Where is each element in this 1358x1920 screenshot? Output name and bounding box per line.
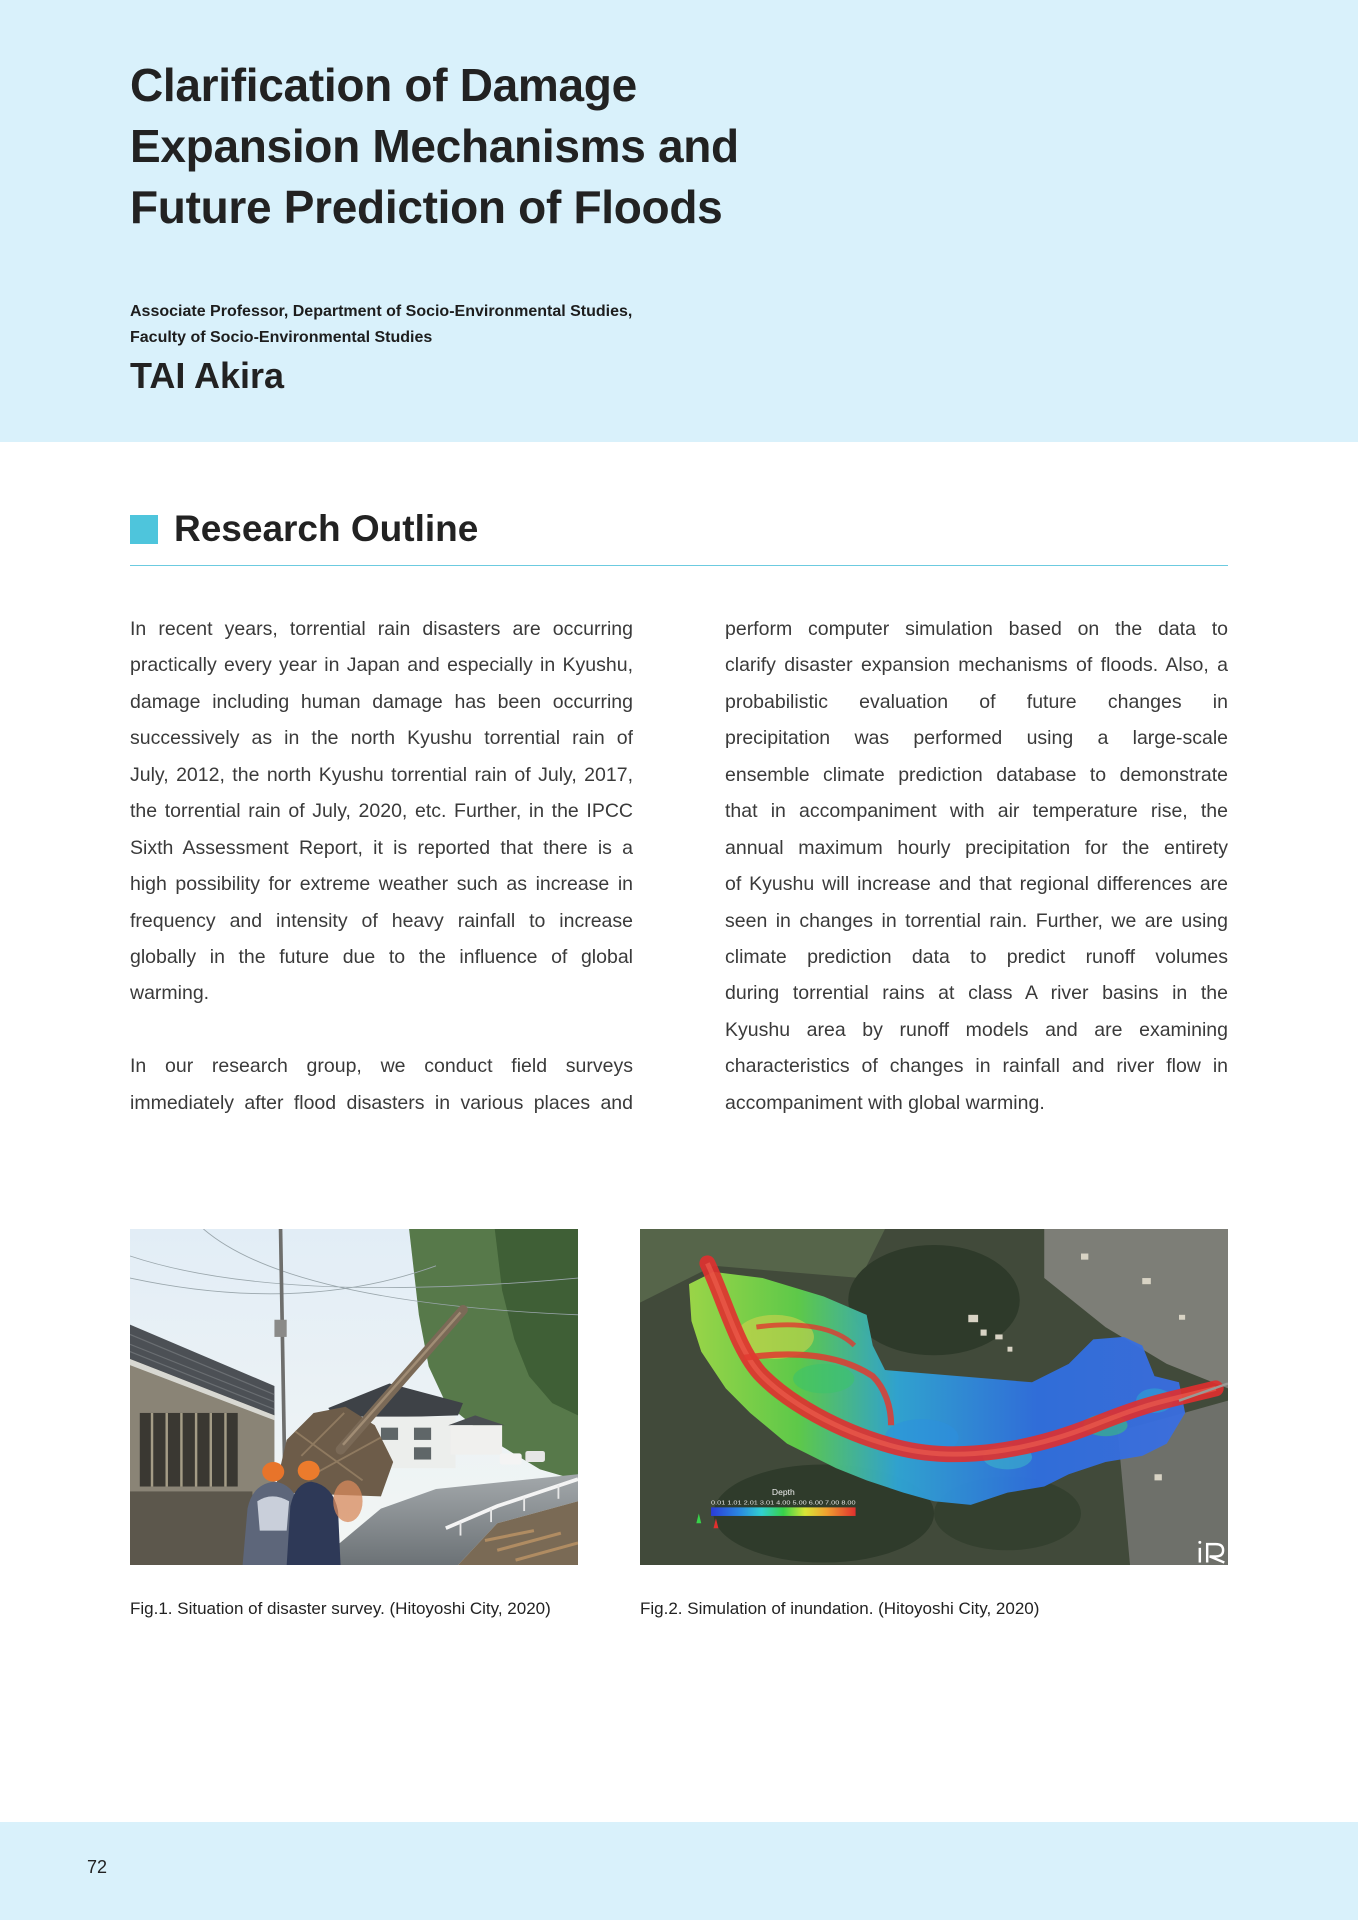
inundation-simulation-map [640, 1229, 1228, 1565]
page-number: 72 [87, 1857, 108, 1877]
body-line: practically every year in Japan and especially in Kyushu, [130, 654, 633, 677]
body-line: high possibility for extreme weather such as increase in [130, 873, 633, 896]
body-line: accompaniment with global warming. [725, 1091, 1045, 1114]
title-line: Future Prediction of Floods [130, 181, 723, 233]
disaster-survey-photo [130, 1229, 578, 1565]
depth-legend-title: Depth [771, 1487, 795, 1498]
body-column-left [130, 611, 633, 1158]
body-paragraph [725, 611, 1228, 1121]
safety-helmet-icon [262, 1462, 284, 1482]
body-line: ensemble climate prediction database to demonstrate [725, 763, 1228, 786]
body-column-right [725, 611, 1228, 1158]
figure-1 [130, 1229, 578, 1565]
body-paragraph [130, 1048, 633, 1121]
body-line: warming. [130, 982, 210, 1005]
small-house-wall [451, 1425, 502, 1454]
forest-hill [848, 1245, 1020, 1355]
house-base-left [130, 1491, 252, 1565]
body-line: seen in changes in torrential rain. Further, we are using [725, 909, 1228, 932]
affiliation-line: Associate Professor, Department of Socio-Environmental Studies, [130, 303, 633, 320]
body-line: probabilistic evaluation of future changes in [725, 690, 1228, 713]
body-line: frequency and intensity of heavy rainfall to increase [130, 909, 633, 932]
body-line: successively as in the north Kyushu torrential rain of [130, 727, 633, 750]
body-line: In our research group, we conduct field surveys [130, 1055, 633, 1078]
parked-car [500, 1453, 522, 1464]
body-line: Sixth Assessment Report, it is reported that there is a [130, 836, 633, 859]
body-line: Kyushu area by runoff models and are examining [725, 1018, 1228, 1041]
lens-blur-spot [333, 1480, 362, 1522]
body-line: July, 2012, the north Kyushu torrential rain of July, 2017, [130, 763, 633, 786]
title-line: Clarification of Damage [130, 59, 637, 111]
author-affiliation [130, 299, 632, 351]
safety-helmet-icon [298, 1461, 320, 1481]
body-line: the torrential rain of July, 2020, etc. Further, in the IPCC [130, 800, 633, 823]
body-line: of Kyushu will increase and that regional differences are [725, 873, 1228, 896]
figure-2-caption: Fig.2. Simulation of inundation. (Hitoyoshi City, 2020) [640, 1599, 1040, 1618]
worker-shirt [257, 1496, 289, 1530]
body-paragraph [130, 611, 633, 1012]
parked-car [525, 1451, 545, 1462]
figure-2 [640, 1229, 1228, 1565]
body-line: In recent years, torrential rain disasters are occurring [130, 618, 633, 640]
page-title [130, 55, 739, 238]
figure-1-caption: Fig.1. Situation of disaster survey. (Hitoyoshi City, 2020) [130, 1599, 551, 1618]
body-line: clarify disaster expansion mechanisms of floods. Also, a [725, 654, 1228, 677]
pole-transformer [274, 1320, 286, 1337]
depth-legend-scale: 0.01 1.01 2.01 3.01 4.00 5.00 6.00 7.00 8.00 [711, 1500, 856, 1507]
body-line: annual maximum hourly precipitation for the entirety [725, 836, 1228, 859]
section-marker-square [130, 515, 158, 544]
body-line: immediately after flood disasters in various places and [130, 1091, 633, 1114]
footer-band [0, 1822, 1358, 1920]
section-heading: Research Outline [174, 508, 479, 549]
body-line: climate prediction data to predict runoff volumes [725, 945, 1228, 968]
title-line: Expansion Mechanisms and [130, 120, 739, 172]
affiliation-line: Faculty of Socio-Environmental Studies [130, 329, 433, 346]
body-line: damage including human damage has been occurring [130, 690, 633, 713]
body-line: perform computer simulation based on the data to [725, 618, 1228, 640]
section-divider [130, 565, 1228, 566]
author-name: TAI Akira [130, 355, 285, 396]
body-line: globally in the future due to the influence of global [130, 945, 633, 968]
body-line: that in accompaniment with air temperature rise, the [725, 800, 1228, 823]
body-line: during torrential rains at class A river basins in the [725, 982, 1228, 1005]
depth-color-bar [711, 1507, 856, 1516]
body-line: characteristics of changes in rainfall and river flow in [725, 1055, 1228, 1078]
house-window-left [140, 1413, 238, 1487]
body-line: precipitation was performed using a large-scale [725, 727, 1228, 750]
